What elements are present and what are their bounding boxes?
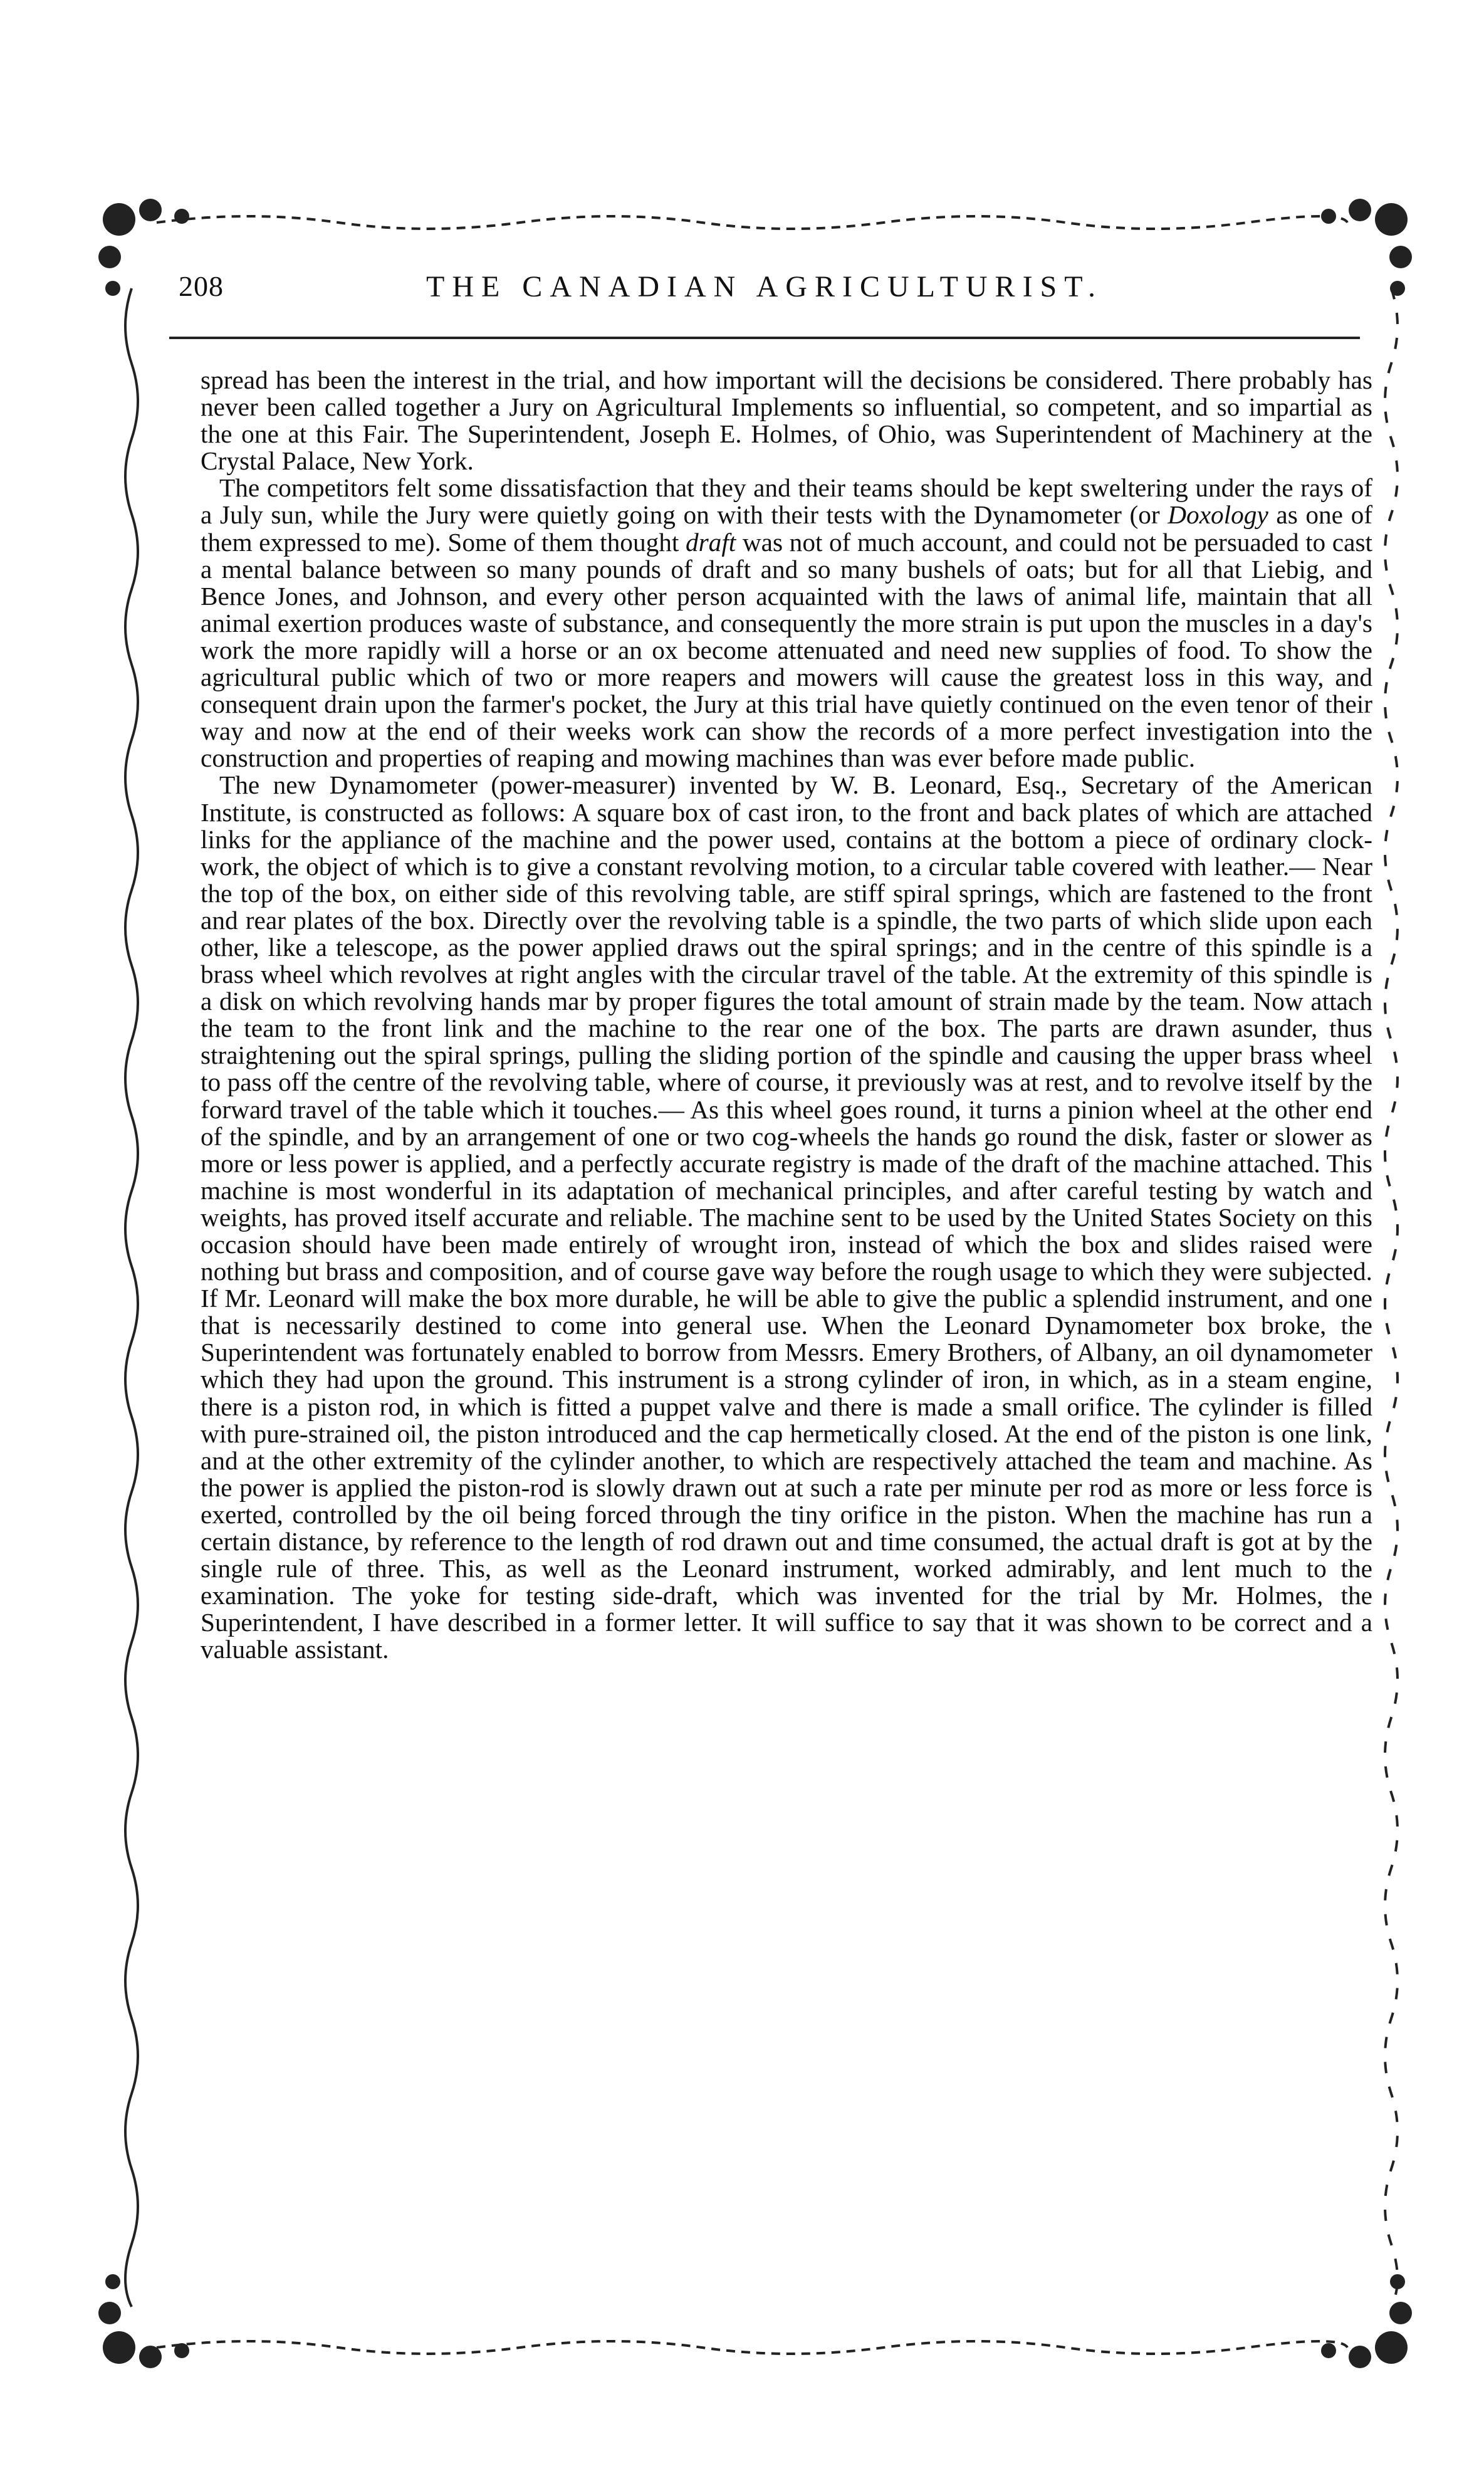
page-number: 208: [179, 270, 224, 302]
paragraph-1: spread has been the interest in the trial, and how important will the decisions be considered. There probably has never been called together a Jury on Agricultural Implements so influential, so competent, and so impartial as the one at this Fair. The Superintendent, Joseph E. Holmes, of Ohio, was Superintendent of Machinery at the Crystal Palace, New York.: [201, 365, 1372, 476]
paragraph-2-text-a: The competitors felt some dissatisfaction that they and their teams should be kept sweltering under the rays of a July sun, while the Jury were quietly going on with their tests with the Dynamometer (or: [201, 473, 1372, 530]
paragraph-2-text-b: as one of them expressed to me). Some of them thought: [201, 500, 1372, 557]
running-title: THE CANADIAN AGRICULTURIST.: [426, 270, 1103, 303]
corner-ornament-bottom-right: [1321, 2274, 1412, 2368]
paragraph-2-italic-draft: draft: [685, 527, 736, 557]
page-header: [169, 270, 1360, 313]
corner-ornament-bottom-left: [98, 2274, 189, 2368]
paragraph-2-text-c: was not of much account, and could not be persuaded to cast a mental balance between so many pounds of draft and so many bushels of oats; but for all that Liebig, and Bence Jones, and Johnson, and every other person acquainted with the laws of animal life, maintain that all animal exertion produces waste of substance, and consequently the more strain is put upon the muscles in a day's work the more rapidly will a horse or an ox become attenuated and need new supplies of food. To show the agricultural public which of two or more reapers and mowers will cause the greatest loss in this way, and consequent drain upon the farmer's pocket, the Jury at this trial have quietly continued on the even tenor of their way and now at the end of their weeks work can show the records of a more perfect investigation into the construction and properties of reaping and mowing machines than was ever before made public.: [201, 527, 1372, 773]
paragraph-3: The new Dynamometer (power-measurer) invented by W. B. Leonard, Esq., Secretary of the American Institute, is constructed as follows: A square box of cast iron, to the front and back plates of which are attached links for the appliance of the machine and the power used, contains at the bottom a piece of ordinary clock-work, the object of which is to give a constant revolving motion, to a circular table covered with leather.— Near the top of the box, on either side of this revolving table, are stiff spiral springs, which are fastened to the front and rear plates of the box. Directly over the revolving table is a spindle, the two parts of which slide upon each other, like a telescope, as the power applied draws out the spiral springs; and in the centre of this spindle is a brass wheel which revolves at right angles with the circular travel of the table. At the extremity of this spindle is a disk on which revolving hands mar by proper figures the total amount of strain made by the team. Now attach the team to the front link and the machine to the rear one of the box. The parts are drawn asunder, thus straightening out the spiral springs, pulling the sliding portion of the spindle and causing the upper brass wheel to pass off the centre of the revolving table, where of course, it previously was at rest, and to revolve itself by the forward travel of the table which it touches.— As this wheel goes round, it turns a pinion wheel at the other end of the spindle, and by an arrangement of one or two cog-wheels the hands go round the disk, faster or slower as more or less power is applied, and a perfectly accurate registry is made of the draft of the machine attached. This machine is most wonderful in its adaptation of mechanical principles, and after careful testing by watch and weights, has proved itself accurate and reliable. The machine sent to be used by the United States Society on this occasion should have been made entirely of wrought iron, instead of which the box and slides raised were nothing but brass and composition, and of course gave way before the rough usage to which they were subjected. If Mr. Leonard will make the box more durable, he will be able to give the public a splendid instrument, and one that is necessarily destined to come into general use. When the Leonard Dynamometer box broke, the Superintendent was fortunately enabled to borrow from Messrs. Emery Brothers, of Albany, an oil dynamometer which they had upon the ground. This instrument is a strong cylinder of iron, in which, as in a steam engine, there is a piston rod, in which is fitted a puppet valve and there is made a small orifice. The cylinder is filled with pure-strained oil, the piston introduced and the cap hermetically closed. At the end of the piston is one link, and at the other extremity of the cylinder another, to which are respectively attached the team and machine. As the power is applied the piston-rod is slowly drawn out at such a rate per minute per rod as more or less force is exerted, controlled by the oil being forced through the tiny orifice in the piston. When the machine has run a certain distance, by reference to the length of rod drawn out and time consumed, the actual draft is got at by the single rule of three. This, as well as the Leonard instrument, worked admirably, and lent much to the examination. The yoke for testing side-draft, which was invented for the trial by Mr. Holmes, the Superintendent, I have described in a former letter. It will suffice to say that it was shown to be correct and a valuable assistant.: [201, 770, 1372, 1664]
header-rule: [169, 337, 1360, 339]
paragraph-2: [201, 475, 1372, 772]
article-body: [201, 367, 1372, 1664]
paragraph-2-italic-doxology: Doxology: [1168, 500, 1268, 530]
